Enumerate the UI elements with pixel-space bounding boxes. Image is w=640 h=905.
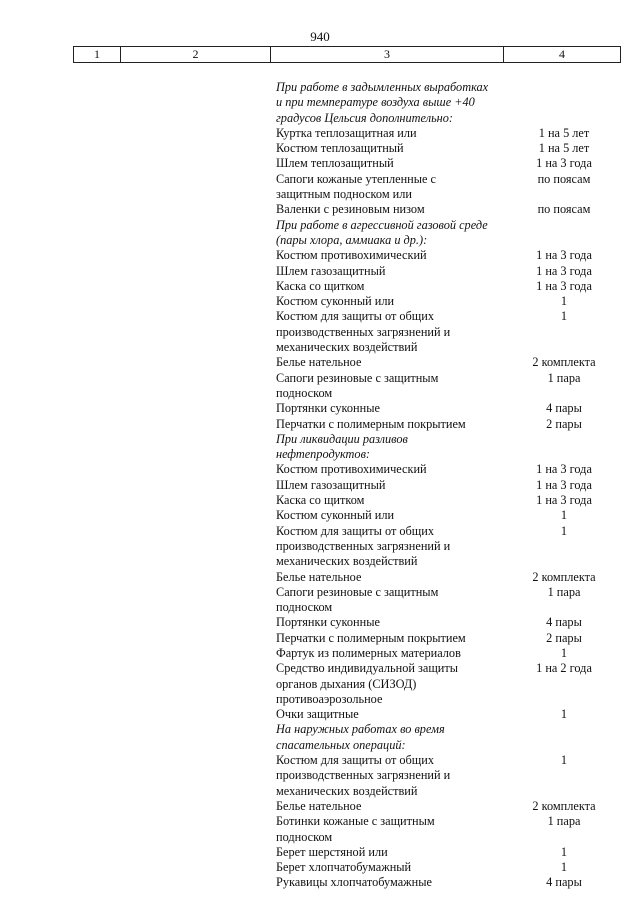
table-row [276, 248, 626, 263]
item-name [276, 570, 502, 585]
column-header-1: 1 [73, 47, 120, 62]
item-name-line: Берет хлопчатобумажный [276, 860, 412, 875]
item-name-line: Сапоги резиновые с защитным [276, 584, 439, 599]
item-name [276, 478, 502, 493]
issue-norm: 1 на 3 года [536, 477, 592, 492]
item-name-line: механических воздействий [276, 783, 418, 798]
issue-norm: 1 [560, 844, 568, 859]
item-name-line: и при температуре воздуха выше +40 [276, 95, 475, 110]
item-name-line: подноском [276, 385, 333, 400]
table-row [276, 493, 626, 508]
item-name-line: Портянки суконные [276, 615, 380, 630]
item-name-line: подноском [276, 600, 333, 615]
item-name-line: Костюм для защиты от общих [276, 753, 434, 768]
issue-norm: 1 [560, 645, 568, 660]
table-row [276, 508, 626, 523]
issue-norm: 4 пары [546, 875, 582, 890]
item-name [276, 432, 502, 463]
table-row [276, 355, 626, 370]
table-row [276, 401, 626, 416]
item-name [276, 722, 502, 753]
item-name [276, 860, 502, 875]
issue-norm: 2 комплекта [532, 569, 596, 584]
item-name-line: (пары хлора, аммиака и др.): [276, 232, 428, 247]
item-name [276, 524, 502, 570]
column-header-3: 3 [270, 47, 503, 62]
item-name-line: Костюм суконный или [276, 294, 395, 309]
item-name-line: Рукавицы хлопчатобумажные [276, 875, 432, 890]
table-row [276, 875, 626, 890]
item-name-line: Шлем теплозащитный [276, 156, 394, 171]
table-row [276, 141, 626, 156]
item-name [276, 585, 502, 616]
column-header-row [73, 46, 621, 63]
item-name-line: Куртка теплозащитная или [276, 125, 417, 140]
section-heading [276, 432, 626, 463]
item-name-line: Белье нательное [276, 355, 362, 370]
table-row [276, 478, 626, 493]
page-number: 940 [310, 29, 330, 44]
table-row [276, 631, 626, 646]
table-row [276, 524, 626, 570]
item-name [276, 615, 502, 630]
item-name-line: Белье нательное [276, 798, 362, 813]
item-name-line: градусов Цельсия дополнительно: [276, 110, 454, 125]
item-name [276, 462, 502, 477]
table-row [276, 371, 626, 402]
table-row [276, 294, 626, 309]
item-name [276, 631, 502, 646]
item-name-line: Костюм суконный или [276, 508, 395, 523]
item-name-line: нефтепродуктов: [276, 447, 371, 462]
issue-norm [502, 432, 626, 463]
issue-norm: 2 пары [546, 416, 582, 431]
issue-norm: 1 [560, 294, 568, 309]
item-name-line: производственных загрязнений и [276, 538, 451, 553]
issue-norm: 1 на 5 лет [538, 141, 590, 156]
issue-norm: 1 [560, 707, 568, 722]
section-heading [276, 218, 626, 249]
issue-norm: 1 [560, 309, 568, 324]
issue-norm [502, 80, 626, 126]
table-body [276, 80, 626, 891]
item-name-line: защитным подноском или [276, 187, 412, 202]
column-header-2: 2 [120, 47, 270, 62]
issue-norm: 4 пары [546, 401, 582, 416]
issue-norm: 1 на 3 года [536, 156, 592, 171]
item-name [276, 294, 502, 309]
table-row [276, 126, 626, 141]
item-name-line: подноском [276, 829, 333, 844]
item-name-line: механических воздействий [276, 554, 418, 569]
item-name [276, 508, 502, 523]
item-name-line: Фартук из полимерных материалов [276, 645, 461, 660]
table-row [276, 753, 626, 799]
item-name-line: Перчатки с полимерным покрытием [276, 630, 466, 645]
item-name [276, 845, 502, 860]
item-name-line: На наружных работах во время [276, 722, 445, 737]
item-name-line: Валенки с резиновым низом [276, 202, 425, 217]
issue-norm: 1 на 3 года [536, 278, 592, 293]
item-name-line: Костюм для защиты от общих [276, 309, 434, 324]
item-name-line: Костюм противохимический [276, 462, 427, 477]
item-name [276, 248, 502, 263]
issue-norm: 1 [560, 508, 568, 523]
item-name-line: Сапоги резиновые с защитным [276, 370, 439, 385]
item-name [276, 646, 502, 661]
table-row [276, 661, 626, 707]
item-name [276, 218, 502, 249]
issue-norm: 1 на 3 года [536, 248, 592, 263]
item-name-line: противоаэрозольное [276, 691, 383, 706]
issue-norm: 4 пары [546, 615, 582, 630]
table-row [276, 156, 626, 171]
item-name-line: Костюм противохимический [276, 248, 427, 263]
table-row [276, 860, 626, 875]
section-heading [276, 722, 626, 753]
item-name-line: Шлем газозащитный [276, 477, 386, 492]
table-row [276, 814, 626, 845]
item-name [276, 172, 502, 203]
issue-norm: 2 комплекта [532, 798, 596, 813]
item-name-line: Сапоги кожаные утепленные с [276, 171, 437, 186]
table-row [276, 309, 626, 355]
item-name-line: При ликвидации разливов [276, 431, 408, 446]
issue-norm: 1 пара [547, 370, 581, 385]
table-row [276, 646, 626, 661]
item-name-line: Ботинки кожаные с защитным [276, 814, 435, 829]
item-name-line: Средство индивидуальной защиты [276, 661, 459, 676]
issue-norm: 1 на 3 года [536, 493, 592, 508]
issue-norm [502, 722, 626, 753]
issue-norm: 1 пара [547, 584, 581, 599]
issue-norm: 1 на 2 года [536, 661, 592, 676]
item-name-line: спасательных операций: [276, 737, 406, 752]
item-name-line: Портянки суконные [276, 401, 380, 416]
issue-norm: 2 пары [546, 630, 582, 645]
issue-norm: 1 пара [547, 814, 581, 829]
item-name-line: Шлем газозащитный [276, 263, 386, 278]
table-row [276, 799, 626, 814]
item-name-line: Каска со щитком [276, 493, 365, 508]
item-name-line: Очки защитные [276, 707, 359, 722]
item-name-line: При работе в агрессивной газовой среде [276, 217, 488, 232]
item-name-line: производственных загрязнений и [276, 768, 451, 783]
item-name [276, 875, 502, 890]
item-name [276, 279, 502, 294]
item-name [276, 126, 502, 141]
table-row [276, 279, 626, 294]
item-name [276, 661, 502, 707]
table-row [276, 615, 626, 630]
item-name-line: Перчатки с полимерным покрытием [276, 416, 466, 431]
table-row [276, 202, 626, 217]
item-name [276, 309, 502, 355]
column-header-4: 4 [503, 47, 621, 62]
issue-norm: по поясам [537, 202, 591, 217]
item-name [276, 264, 502, 279]
item-name-line: Каска со щитком [276, 278, 365, 293]
issue-norm: по поясам [537, 171, 591, 186]
item-name [276, 141, 502, 156]
table-row [276, 585, 626, 616]
table-row [276, 845, 626, 860]
item-name-line: органов дыхания (СИЗОД) [276, 676, 417, 691]
section-heading [276, 80, 626, 126]
item-name [276, 753, 502, 799]
table-row [276, 462, 626, 477]
issue-norm: 1 [560, 860, 568, 875]
item-name [276, 707, 502, 722]
issue-norm: 1 на 3 года [536, 462, 592, 477]
item-name-line: механических воздействий [276, 340, 418, 355]
item-name [276, 156, 502, 171]
item-name-line: Белье нательное [276, 569, 362, 584]
issue-norm: 1 на 3 года [536, 263, 592, 278]
issue-norm: 1 [560, 753, 568, 768]
table-row [276, 570, 626, 585]
table-row [276, 172, 626, 203]
item-name [276, 80, 502, 126]
item-name-line: производственных загрязнений и [276, 324, 451, 339]
table-row [276, 707, 626, 722]
table-row [276, 264, 626, 279]
item-name [276, 814, 502, 845]
issue-norm: 2 комплекта [532, 355, 596, 370]
item-name-line: При работе в задымленных выработках [276, 80, 489, 94]
table-row [276, 417, 626, 432]
item-name [276, 202, 502, 217]
issue-norm: 1 [560, 523, 568, 538]
item-name [276, 355, 502, 370]
item-name [276, 401, 502, 416]
item-name [276, 371, 502, 402]
item-name-line: Берет шерстяной или [276, 844, 388, 859]
item-name [276, 799, 502, 814]
item-name [276, 417, 502, 432]
issue-norm: 1 на 5 лет [538, 125, 590, 140]
issue-norm [502, 218, 626, 249]
item-name-line: Костюм для защиты от общих [276, 523, 434, 538]
item-name-line: Костюм теплозащитный [276, 141, 404, 156]
item-name [276, 493, 502, 508]
